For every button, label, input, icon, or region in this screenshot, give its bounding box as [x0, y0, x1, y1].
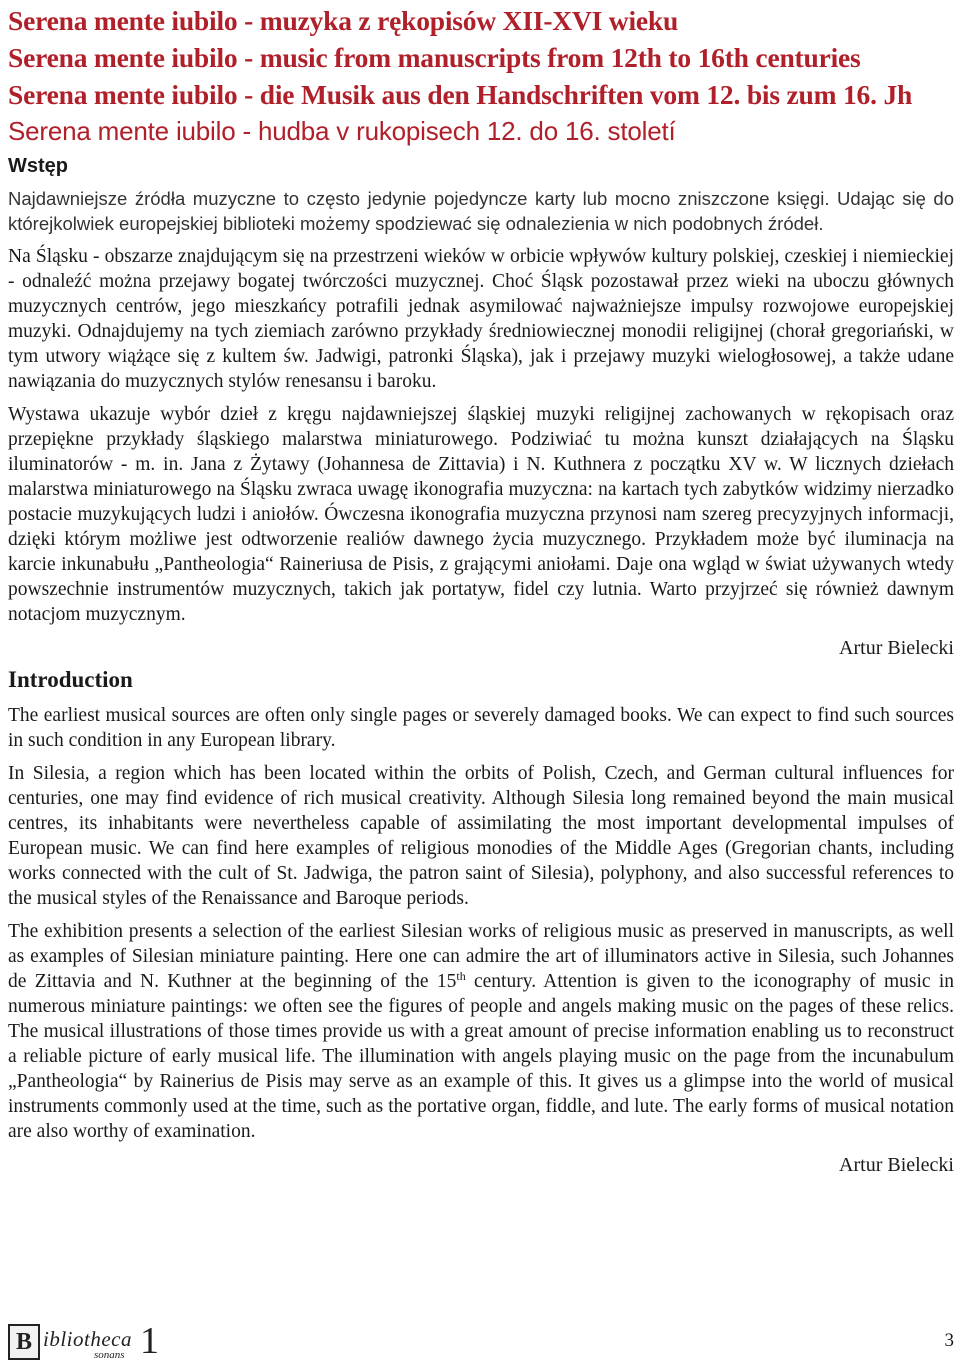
- heading-wstep: Wstęp: [8, 155, 68, 177]
- title-czech: Serena mente iubilo - hudba v rukopisech 12. do 16. století: [8, 116, 676, 146]
- polish-signature: Artur Bielecki: [839, 637, 954, 659]
- title-english: Serena mente iubilo - music from manuscripts from 12th to 16th centuries: [8, 42, 861, 73]
- page-number: 3: [944, 1330, 954, 1351]
- english-paragraph-3-start: The exhibition presents a selection of the earliest Silesian works of religious music as preserved in manuscripts, as well as examples of Silesian miniature painting. Here one can admire the art of illuminators active in Silesia, such Johannes de Zittavia and N. Kuthner at the beginning of the 15: [8, 921, 954, 992]
- ordinal-superscript: th: [456, 969, 466, 983]
- english-paragraph-2: In Silesia, a region which has been located within the orbits of Polish, Czech, and German cultural influences for centuries, one may find evidence of rich musical creativity. Although Silesia long remained beyond the main musical centres, its inhabitants were nevertheless capable of assimilating the most important developmental impulses of European music. We can find here examples of religious monodies of the Middle Ages (Gregorian chants, including works connected with the cult of St. Jadwiga, the patron saint of Silesia), polyphony, and also successful references to the musical styles of the Renaissance and Baroque periods.: [8, 763, 954, 909]
- bibliotheca-sonans-logo: [8, 1322, 159, 1360]
- english-paragraph-3-end: century. Attention is given to the iconography of music in numerous miniature paintings: we often see the figures of people and angels making music on the pages of these relics. The musical illustrations of those times provide us with a great amount of precise information enabling us to reconstruct a reliable picture of early musical life. The illumination with angels playing music on the page from the incunabulum „Pantheologia“ by Rainerius de Pisis may serve as an example of this. It gives us a glimpse into the world of musical instruments commonly used at the time, such as the portative organ, fiddle, and lute. The early forms of musical notation are also worthy of examination.: [8, 971, 954, 1142]
- polish-paragraph-1: Najdawniejsze źródła muzyczne to często jedynie pojedyncze karty lub mocno zniszczone księgi. Udając się do którejkolwiek europejskiej biblioteki możemy spodziewać się odnalezienia w nich podobnych źródeł.: [8, 188, 954, 234]
- logo-initial: B: [8, 1324, 40, 1360]
- english-paragraph-1: The earliest musical sources are often only single pages or severely damaged books. We can expect to find such sources in such condition in any European library.: [8, 705, 954, 751]
- title-german: Serena mente iubilo - die Musik aus den Handschriften vom 12. bis zum 16. Jh: [8, 79, 913, 110]
- polish-paragraph-3: Wystawa ukazuje wybór dzieł z kręgu najdawniejszej śląskiej muzyki religijnej zachowanych w rękopisach oraz przepiękne przykłady śląskiego malarstwa miniaturowego. Podziwiać tu można kunszt działających na Śląsku iluminatorów - m. in. Jana z Żytawy (Johannesa de Zittavia) i N. Kuthnera z początku XV w. W licznych dziełach malarstwa miniaturowego na Śląsku zwraca uwagę ikonografia muzyczna: na kartach tych zabytków widzimy nierzadko postacie muzykujących ludzi i aniołów. Ówczesna ikonografia muzyczna przynosi nam szereg precyzyjnych informacji, dzięki którym możliwe jest odtworzenie realiów dawnego życia muzycznego. Przykładem może być iluminacja na karcie inkunabułu „Pantheologia“ Raineriusa de Pisis, z grającymi aniołami. Daje ona wgląd w świat używanych wtedy powszechnie instrumentów muzycznych, takich jak portatyw, fidel czy lutnia. Warto przyjrzeć się również dawnym notacjom muzycznym.: [8, 404, 954, 625]
- title-polish: Serena mente iubilo - muzyka z rękopisów XII-XVI wieku: [8, 5, 679, 36]
- logo-subtitle: sonans: [94, 1349, 125, 1361]
- english-paragraph-3: [8, 919, 954, 1144]
- page-footer: [0, 1322, 960, 1362]
- logo-wordmark: ibliotheca: [43, 1327, 132, 1351]
- english-signature: Artur Bielecki: [839, 1154, 954, 1176]
- polish-paragraph-2: Na Śląsku - obszarze znajdującym się na przestrzeni wieków w orbicie wpływów kultury polskiej, czeskiej i niemieckiej - odnaleźć można przejawy bogatej twórczości muzycznej. Choć Śląsk pozostawał przez wieki na uboczu głównych muzycznych centrów, jego mieszkańcy potrafili jednak asymilować najważniejsze impulsy rozwojowe europejskiej muzyki. Odnajdujemy na tych ziemiach zarówno przykłady średniowiecznej monodii religijnej (chorał gregoriański, w tym utwory wiążące się z kultem św. Jadwigi, patronki Śląska), jak i przejawy muzyki wielogłosowej, a także udane nawiązania do muzycznych stylów renesansu i baroku.: [8, 246, 954, 392]
- document-page: [8, 0, 954, 1178]
- title-block: [8, 2, 954, 150]
- heading-introduction: Introduction: [8, 667, 133, 692]
- logo-volume-number: 1: [139, 1320, 159, 1362]
